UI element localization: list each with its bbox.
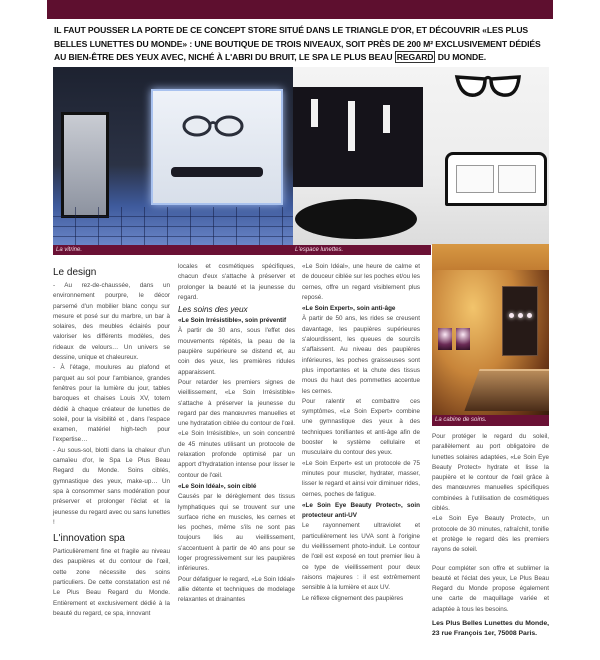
paragraph: Pour protéger le regard du soleil, parallèlement au port obligatoire de lunettes solaires adaptées, «Le Soin Eye Beauty Protect» hydrate et lisse la paupière et le contour de l'œil grâce à des manœuvres manuelles spécifiques combinées à l'utilisation de cosmétiques ciblés. (432, 433, 549, 513)
paragraph: «Le Soin Eye Beauty Protect», un protocole de 30 minutes, rafraîchit, tonifie et protège le regard dès les premiers rayons de soleil. (432, 515, 549, 554)
paragraph: - À l'étage, moulures au plafond et parquet au sol pour l'ambiance, grandes fenêtres pour la lumière du jour, tables baroques et chaises Louis XV, totem dédié à chaque créateur de lunettes de soleil, pour la visibilité et , dans l'espace examen, matériel high-tech pour l'expertise… (53, 364, 170, 444)
photo-lamp (438, 328, 452, 350)
photo-lamp (456, 328, 470, 350)
intro-text-end: DU MONDE. (435, 52, 486, 62)
subheading-soin-expert: «Le Soin Expert», soin anti-âge (302, 305, 396, 313)
heading-soins-des-yeux: Les soins des yeux (178, 305, 248, 315)
paragraph: Pour ralentir et combattre ces symptômes, «Le Soin Expert» combine une gymnastique des yeux à des techniques tonifiantes et anti-âge afin de booster le système cellulaire et musculaire du contour des yeux. (302, 397, 420, 457)
photo-espace-lunettes (293, 67, 549, 245)
paragraph: À partir de 30 ans, sous l'effet des mouvements répétés, la peau de la paupière supérieure se distend et, au coin des yeux, les premières ridules apparaissent. (178, 327, 295, 376)
caption-bar (53, 245, 431, 255)
photo-round-rug (295, 199, 417, 239)
paragraph: À partir de 50 ans, les rides se creusent davantage, les paupières supérieures s'alourdissent, les queues de sourcils s'affaissent. Au niveau des paupières inférieures, les poches graisseuses sont plus importantes et la chute des tissus mous du haut des pommettes accentue les cernes. (302, 315, 420, 395)
caption-vitrine: La vitrine. (56, 247, 83, 253)
paragraph: Pour compléter son offre et sublimer la beauté et l'éclat des yeux, Le Plus Beau Regard du Monde propose également une carte de maquillage variée et adaptée à tous les besoins. (432, 564, 549, 613)
subheading-eye-beauty-protect: «Le Soin Eye Beauty Protect», soin protecteur anti-UV (302, 501, 420, 520)
photo-display-slot (311, 99, 318, 127)
photo-cabinet (502, 286, 538, 356)
photo-seat (456, 165, 494, 193)
caption-espace-lunettes: L'espace lunettes. (295, 247, 344, 253)
article-column-1 (53, 266, 170, 619)
article-column-2 (178, 262, 295, 606)
subheading-soin-irresistible: «Le Soin Irrésistible», soin préventif (178, 317, 287, 325)
heading-innovation-spa: L'innovation spa (53, 533, 125, 545)
photo-cabine-de-soins (432, 244, 549, 426)
photo-vitrine (53, 67, 293, 245)
photo-door (61, 112, 109, 218)
subheading-soin-ideal: «Le Soin Idéal», soin ciblé (178, 482, 257, 490)
giant-glasses-icon (453, 71, 523, 101)
photo-display-slot (348, 101, 355, 151)
photo-display-slot (383, 105, 390, 133)
header-banner (47, 0, 553, 19)
paragraph: Le réflexe clignement des paupières (302, 594, 404, 602)
paragraph: Causés par le dérèglement des tissus lymphatiques qui se trouvent sur une surface riche en muscles, les cernes et les poches, même s'ils ne sont pas toujours liés au vieillissement, s'accentuent à partir de 40 ans pour se loger progressivement sur les paupières inférieures. (178, 493, 295, 573)
intro-boxed-word: REGARD (396, 52, 434, 62)
photo-tiled-floor (53, 207, 293, 245)
paragraph: Pour défatiguer le regard, «Le Soin Idéal» allie détente et techniques de modelage relaxantes et drainantes (178, 575, 295, 604)
photo-light-dot (518, 313, 523, 318)
photo-shop-window (151, 89, 283, 205)
photo-light-dot (527, 313, 532, 318)
intro-text: IL FAUT POUSSER LA PORTE DE CE CONCEPT STORE SITUÉ DANS LE TRIANGLE D'OR, ET DÉCOUVRIR «LES PLUS BELLES LUNETTES DU MONDE» : UNE BOUTIQUE DE TROIS NIVEAUX, SOIT PRÈS DE 200 M² EXCLUSIVEMENT DÉDIÉS AU BIEN-ÊTRE DES YEUX AVEC, NICHÉ À L'ABRI DU BRUIT, LE SPA LE PLUS BEAU (54, 25, 541, 62)
photo-seat (498, 165, 536, 193)
photo-sofa (171, 167, 263, 177)
paragraph: «Le Soin Expert» est un protocole de 75 minutes pour muscler, hydrater, masser, lisser le regard et ainsi voir diminuer rides, cernes, poches de fatigue. (302, 459, 420, 498)
paragraph: locales et cosmétiques spécifiques, chacun d'eux s'attache à préserver et prolonger la beauté et la jeunesse du regard. (178, 263, 295, 301)
photo-ceiling (432, 244, 549, 270)
photo-light-dot (509, 313, 514, 318)
paragraph: Le rayonnement ultraviolet et particulièrement les UVA sont à l'origine du vieillissement photo-induit. Le contour de l'œil est exposé en tout premier lieu à ce type de vieillissement pour deux raisons majeures : il est extrêmement sensible à la lumière et aux UV. (302, 522, 420, 592)
store-address: Les Plus Belles Lunettes du Monde, 23 rue François 1er, 75008 Paris. (432, 620, 549, 638)
intro-lead (54, 24, 550, 65)
paragraph: Particulièrement fine et fragile au niveau des paupières et du contour de l'œil, cette zone nécessite des soins particuliers. De cette constatation est né Le Plus Beau Regard du Monde. Entièrement et exclusivement dédié à la beauté du regard, ce spa, innovant (53, 548, 170, 617)
paragraph: - Au rez-de-chaussée, dans un environnement pourpre, le décor parsemé d'un mobilier blanc conçu sur mesure et posé sur du marbre, un bar à solaires, des meubles éclairés pour valoriser les différents modèles, des rideaux de velours… Un univers se dessine, unique et chaleureux. (53, 282, 170, 362)
heading-design: Le design (53, 267, 97, 278)
article-column-3 (302, 262, 420, 604)
giant-glasses-icon (181, 115, 245, 137)
caption-bar (432, 415, 549, 426)
photo-dark-wall (293, 87, 423, 187)
photo-treatment-bed (464, 369, 549, 411)
caption-cabine: La cabine de soins. (435, 417, 487, 423)
spacer (432, 556, 549, 564)
article-column-4 (432, 432, 549, 640)
paragraph: - Au sous-sol, blotti dans la chaleur d'un camaïeu d'or, le Spa Le Plus Beau Regard du Monde. Soins ciblés, gymnastique des yeux, make-up… Un spa à consommer sans modération pour préserver et prolonger l'éclat et la jeunesse du regard avec ou sans lunettes ! (53, 446, 170, 526)
paragraph: «Le Soin Idéal», une heure de calme et de douceur ciblée sur les poches et/ou les cernes, offre un regard visiblement plus reposé. (302, 263, 420, 301)
paragraph: Pour retarder les premiers signes de vieillissement, «Le Soin Irrésistible» s'attache à préserver la jeunesse du regard par des manœuvres manuelles et une hydratation ciblée du contour de l'œil. «Le Soin Irrésistible», un soin concentré de 45 minutes utilisant un protocole de relaxation profonde optimisé par un apport d'hydratation intense pour lisser le contour de l'œil. (178, 378, 295, 479)
photo-white-bench (445, 152, 547, 206)
